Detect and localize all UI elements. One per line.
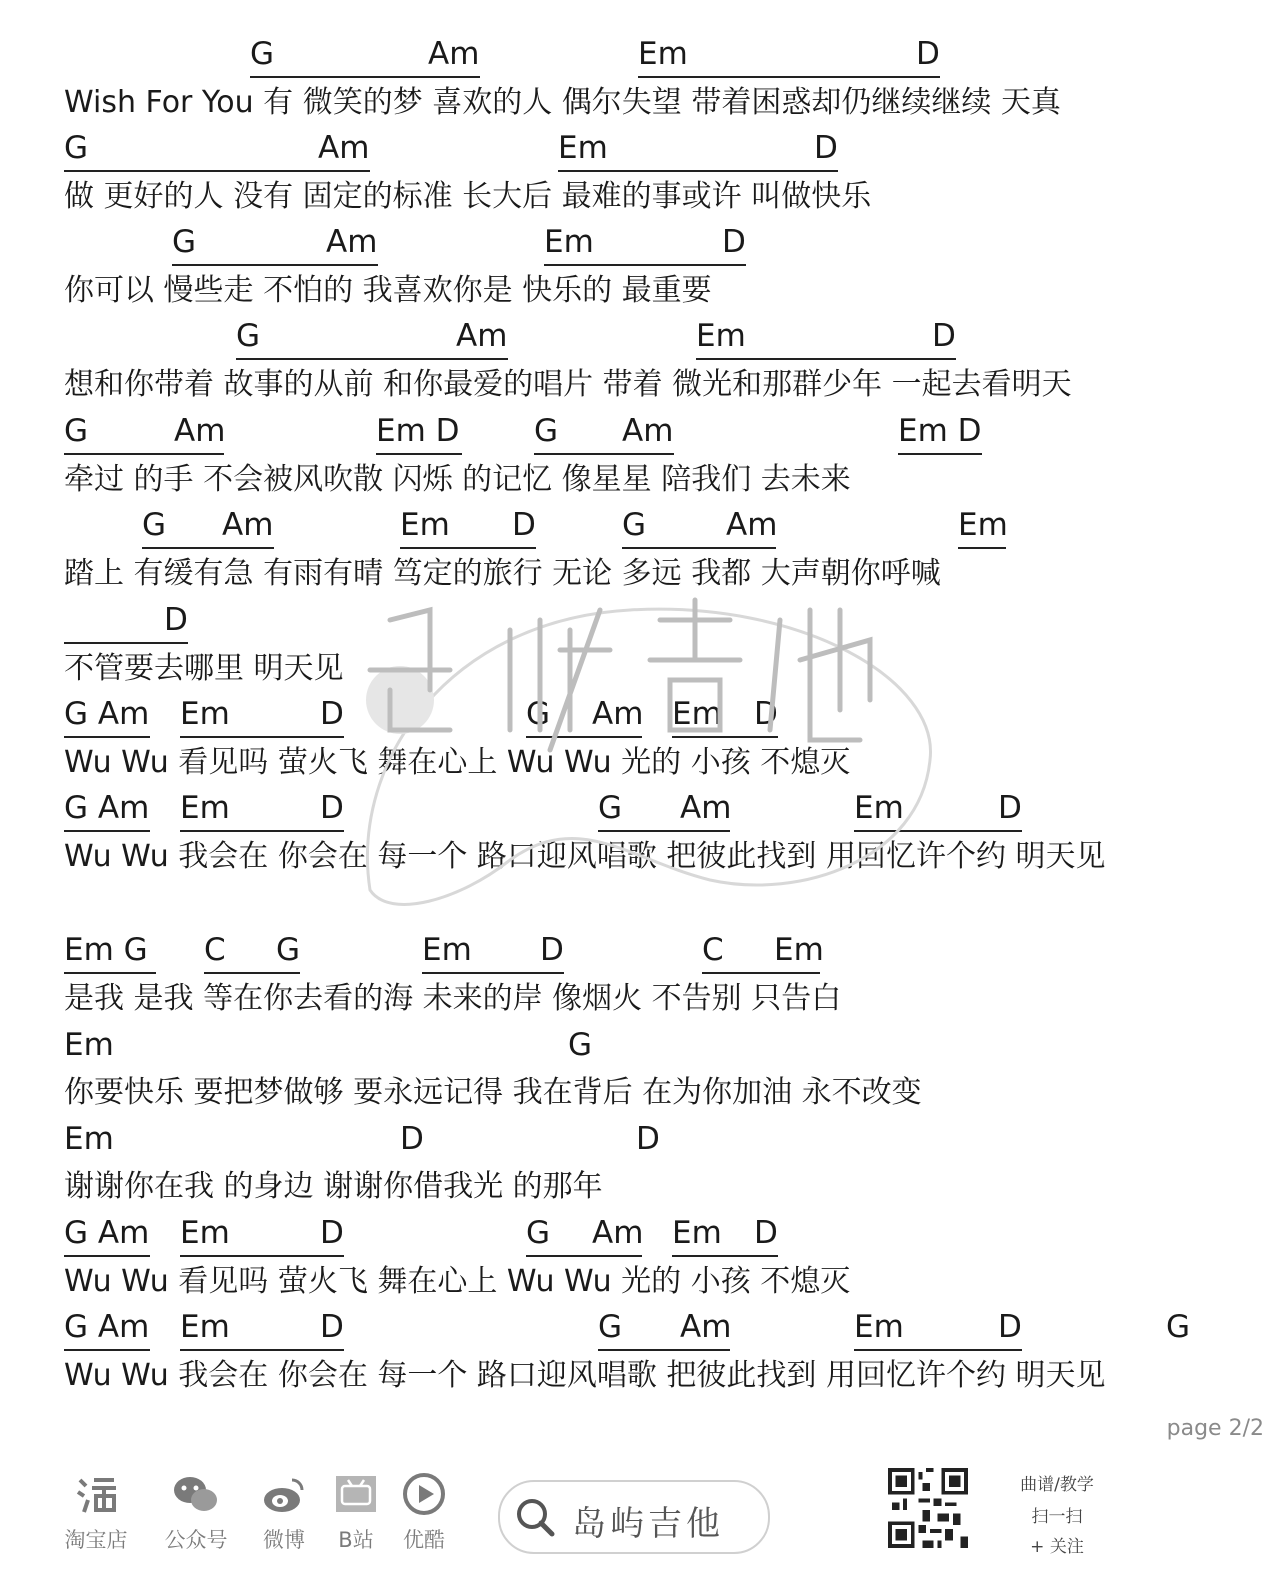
chord-underline bbox=[64, 453, 224, 455]
chord-label: D bbox=[320, 696, 344, 732]
chord-label: Em D bbox=[898, 413, 982, 449]
chord-underline bbox=[204, 972, 300, 974]
chord-label: G bbox=[568, 1027, 593, 1063]
chord-label: Em bbox=[774, 932, 824, 968]
chord-label: D bbox=[722, 224, 746, 260]
chord-label: G bbox=[1166, 1309, 1191, 1345]
chord-label: Em bbox=[558, 130, 608, 166]
chord-label: Am bbox=[592, 696, 644, 732]
chord-label: Em bbox=[958, 507, 1008, 543]
chord-label: D bbox=[636, 1121, 660, 1157]
chord-label: Em bbox=[180, 790, 230, 826]
chord-underline bbox=[958, 547, 1006, 549]
chord-underline bbox=[142, 547, 274, 549]
chord-label: Em bbox=[672, 696, 722, 732]
qr-caption-follow: + 关注 bbox=[1030, 1537, 1084, 1557]
lyric-line: Wu Wu 我会在 你会在 每一个 路口迎风唱歌 把彼此找到 用回忆许个约 明天见 bbox=[64, 839, 1106, 874]
chord-label: Em bbox=[544, 224, 594, 260]
chord-label: Em bbox=[854, 1309, 904, 1345]
chord-underline bbox=[64, 642, 188, 644]
weibo-link[interactable]: 微博 bbox=[246, 1470, 322, 1554]
lyric-line: 牵过 的手 不会被风吹散 闪烁 的记忆 像星星 陪我们 去未来 bbox=[64, 462, 851, 497]
chord-underline bbox=[236, 358, 508, 360]
chord-label: G bbox=[534, 413, 559, 449]
chord-label: G bbox=[236, 318, 261, 354]
chord-underline bbox=[898, 453, 982, 455]
chord-label: D bbox=[540, 932, 564, 968]
chord-label: G bbox=[64, 130, 89, 166]
chord-underline bbox=[64, 1349, 150, 1351]
chord-label: Em G bbox=[64, 932, 148, 968]
chord-underline bbox=[64, 830, 150, 832]
chord-label: Am bbox=[680, 1309, 732, 1345]
lyric-line: Wu Wu 我会在 你会在 每一个 路口迎风唱歌 把彼此找到 用回忆许个约 明天见 bbox=[64, 1358, 1106, 1393]
chord-label: D bbox=[320, 1309, 344, 1345]
youku-link[interactable]: 优酷 bbox=[386, 1470, 462, 1554]
lyric-line: 谢谢你在我 的身边 谢谢你借我光 的那年 bbox=[64, 1169, 603, 1204]
youku-play-icon bbox=[386, 1470, 462, 1518]
chord-label: Em bbox=[854, 790, 904, 826]
chord-label: Em bbox=[638, 36, 688, 72]
chord-underline bbox=[64, 736, 150, 738]
chord-label: Em bbox=[64, 1027, 114, 1063]
chord-underline bbox=[526, 1255, 642, 1257]
chord-label: D bbox=[320, 1215, 344, 1251]
chord-label: Em bbox=[180, 696, 230, 732]
taobao-shop-link[interactable]: 淘宝店 bbox=[58, 1470, 134, 1554]
chord-underline bbox=[544, 264, 746, 266]
chord-label: Am bbox=[428, 36, 480, 72]
chord-underline bbox=[180, 830, 344, 832]
chord-label: D bbox=[164, 602, 188, 638]
taobao-icon bbox=[58, 1470, 134, 1518]
chord-underline bbox=[376, 453, 462, 455]
chord-underline bbox=[672, 1255, 778, 1257]
chord-underline bbox=[422, 972, 564, 974]
lyric-line: 你可以 慢些走 不怕的 我喜欢你是 快乐的 最重要 bbox=[64, 273, 712, 308]
lyric-line: Wish For You 有 微笑的梦 喜欢的人 偶尔失望 带着困惑却仍继续继续 天真 bbox=[64, 85, 1061, 120]
chord-label: Em bbox=[180, 1309, 230, 1345]
chord-underline bbox=[598, 1349, 730, 1351]
chord-label: G Am bbox=[64, 790, 150, 826]
chord-underline bbox=[622, 547, 776, 549]
chord-label: D bbox=[916, 36, 940, 72]
chord-underline bbox=[172, 264, 378, 266]
chord-label: D bbox=[400, 1121, 424, 1157]
wechat-account-link[interactable]: 公众号 bbox=[158, 1470, 234, 1554]
chord-label: G bbox=[598, 1309, 623, 1345]
qr-caption-scan: 扫一扫 bbox=[1031, 1507, 1083, 1527]
chord-label: Em bbox=[400, 507, 450, 543]
bilibili-link[interactable]: B站 bbox=[318, 1470, 394, 1554]
chord-label: C bbox=[204, 932, 226, 968]
chord-label: G bbox=[250, 36, 275, 72]
chord-label: D bbox=[932, 318, 956, 354]
chord-label: Em bbox=[696, 318, 746, 354]
chord-label: Em bbox=[64, 1121, 114, 1157]
bilibili-icon bbox=[318, 1470, 394, 1518]
chord-label: D bbox=[814, 130, 838, 166]
qr-caption-content: 曲谱/教学 bbox=[1020, 1475, 1094, 1495]
lyric-line: Wu Wu 看见吗 萤火飞 舞在心上 Wu Wu 光的 小孩 不熄灭 bbox=[64, 1264, 851, 1299]
search-text: 岛屿吉他 bbox=[572, 1504, 724, 1544]
chord-underline bbox=[180, 1349, 344, 1351]
chord-label: D bbox=[320, 790, 344, 826]
chord-label: G Am bbox=[64, 1309, 150, 1345]
chord-underline bbox=[526, 736, 642, 738]
chord-label: Am bbox=[222, 507, 274, 543]
chord-label: G bbox=[622, 507, 647, 543]
chord-label: G bbox=[276, 932, 301, 968]
chord-underline bbox=[598, 830, 730, 832]
chord-underline bbox=[400, 547, 536, 549]
footer-bar bbox=[0, 1460, 1280, 1595]
chord-label: G Am bbox=[64, 696, 150, 732]
lyric-line: 你要快乐 要把梦做够 要永远记得 我在背后 在为你加油 永不改变 bbox=[64, 1075, 922, 1110]
chord-label: Am bbox=[174, 413, 226, 449]
chord-label: Am bbox=[726, 507, 778, 543]
chord-label: D bbox=[998, 1309, 1022, 1345]
chord-underline bbox=[250, 76, 480, 78]
chord-label: D bbox=[754, 696, 778, 732]
chord-underline bbox=[558, 170, 838, 172]
chord-label: G bbox=[172, 224, 197, 260]
page-indicator: page 2/2 bbox=[1166, 1416, 1264, 1441]
chord-underline bbox=[534, 453, 674, 455]
chord-underline bbox=[854, 1349, 1022, 1351]
chord-underline bbox=[180, 1255, 344, 1257]
lyric-line: 踏上 有缓有急 有雨有晴 笃定的旅行 无论 多远 我都 大声朝你呼喊 bbox=[64, 556, 941, 591]
chord-label: G Am bbox=[64, 1215, 150, 1251]
chord-underline bbox=[672, 736, 778, 738]
chord-underline bbox=[854, 830, 1022, 832]
chord-label: D bbox=[512, 507, 536, 543]
search-box[interactable] bbox=[498, 1480, 770, 1554]
chord-label: Am bbox=[318, 130, 370, 166]
chord-label: Em bbox=[180, 1215, 230, 1251]
chord-label: G bbox=[526, 696, 551, 732]
lyric-line: 做 更好的人 没有 固定的标准 长大后 最难的事或许 叫做快乐 bbox=[64, 179, 872, 214]
chord-label: Am bbox=[456, 318, 508, 354]
search-icon bbox=[514, 1496, 556, 1538]
chord-label: Em D bbox=[376, 413, 460, 449]
chord-label: G bbox=[598, 790, 623, 826]
chord-label: Em bbox=[422, 932, 472, 968]
wechat-icon bbox=[158, 1470, 234, 1518]
weibo-icon bbox=[246, 1470, 322, 1518]
chord-underline bbox=[64, 1255, 150, 1257]
lyric-line: 想和你带着 故事的从前 和你最爱的唱片 带着 微光和那群少年 一起去看明天 bbox=[64, 367, 1072, 402]
chord-underline bbox=[64, 170, 370, 172]
chord-label: G bbox=[142, 507, 167, 543]
chord-label: Am bbox=[680, 790, 732, 826]
chord-label: Am bbox=[592, 1215, 644, 1251]
chord-label: G bbox=[526, 1215, 551, 1251]
chord-label: Em bbox=[672, 1215, 722, 1251]
chord-underline bbox=[638, 76, 940, 78]
chord-underline bbox=[702, 972, 820, 974]
chord-underline bbox=[180, 736, 344, 738]
chord-underline bbox=[64, 972, 156, 974]
lyric-line: 不管要去哪里 明天见 bbox=[64, 651, 344, 686]
chord-label: D bbox=[998, 790, 1022, 826]
lyric-line: 是我 是我 等在你去看的海 未来的岸 像烟火 不告别 只告白 bbox=[64, 981, 842, 1016]
lyric-line: Wu Wu 看见吗 萤火飞 舞在心上 Wu Wu 光的 小孩 不熄灭 bbox=[64, 745, 851, 780]
qr-code[interactable] bbox=[888, 1468, 968, 1548]
chord-label: C bbox=[702, 932, 724, 968]
chord-label: D bbox=[754, 1215, 778, 1251]
chord-underline bbox=[696, 358, 956, 360]
chord-label: G bbox=[64, 413, 89, 449]
chord-label: Am bbox=[622, 413, 674, 449]
chord-label: Am bbox=[326, 224, 378, 260]
